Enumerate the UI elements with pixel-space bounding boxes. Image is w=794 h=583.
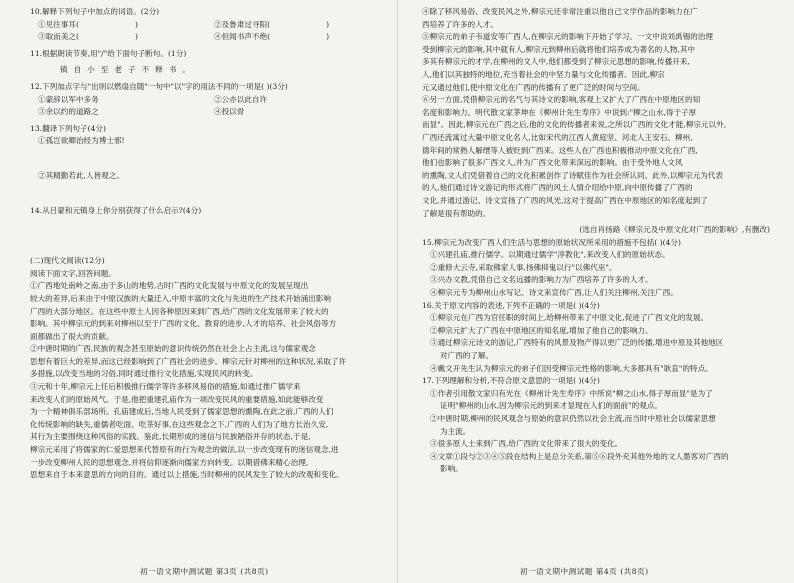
q10-option-d-end: ) [326, 32, 330, 42]
q12-stem: 12.下列加点字与"出则以燃扇自随"一句中"以"字的用法不同的一项是( )(3分) [30, 81, 288, 91]
section-instruction: 阅读下面文字,回答问题。 [30, 268, 116, 278]
q10-option-c-end: ) [134, 32, 138, 42]
right-passage-line: 人,他们以其独特的地位,充当着社会的中坚力量与文化传播者。因此,柳宗 [422, 69, 665, 79]
left-passage-line: 来改变人们的原始风气。于是,他把重建孔庙作为一项改变民风的重要措施,如此能够改变 [30, 394, 324, 404]
q13-item-b: ②其精勤若此,人皆观之。 [38, 170, 124, 180]
left-passage-line: ②中唐时期的广西,民族的观念甚至原始的意识传统仍然在社会上占主流,这与儒家观念 [30, 344, 316, 354]
right-passage-line: 名度和影响力。明代散文家茅坤在《柳州计先生寿序》中说到:"柳之山水,得于子厚 [422, 107, 697, 117]
passage-source: (选自肖扬路《柳宗元及中原文化对广西的影响》,有删改) [579, 225, 770, 235]
q16-option-a: ①柳宗元在广西为官任职的时间上,给柳州带来了中原文化,促进了广西文化的发展。 [430, 313, 709, 323]
right-passage-line: 多其有柳宗元的才学,在柳州的文人中,他们都受到了柳宗元思想的影响,传播开来, [422, 57, 690, 67]
column-divider [397, 0, 398, 583]
q10-option-c: ③取而美之( [38, 32, 79, 42]
left-passage-line: 柳宗元采用了将儒家的仁爱思想来代替原有的行为观念的做法,以一步改变现有的迷信观念,进 [30, 445, 339, 455]
right-passage [422, 6, 774, 220]
q17-stem: 17.下列理解和分析,不符合原文意思的一项是( )(4分) [422, 376, 600, 386]
q15-option-b: ②重修大云寺,采取佛家人事,扬佛抑鬼以行"以佛代巫"。 [430, 262, 617, 272]
right-passage-line: 德年间的常熟人解缙等人被贬到广西来。这些人在广西也积极推动中原文化在广西, [422, 145, 698, 155]
q12-option-d: ④投以骨 [214, 107, 245, 117]
right-passage-line: ④除了移风易俗、改变民风之外,柳宗元还非常注重以他自己文学作品的影响力在广 [422, 7, 698, 16]
left-column [30, 6, 390, 482]
q15-option-a: ①兴建孔庙,推行儒学。以期通过儒学"淳教化",来改变人们的原始状态。 [430, 250, 670, 260]
right-passage-line: 而显"。因此,柳宗元在广西之后,他的文化的传播者来说,之所以广西的文化才能,柳宗元以外, [422, 120, 727, 130]
left-passage-line: 影响。其中柳宗元的到来对柳州以至于广西的文化、教育的进步,人才的培养、社会风俗等方 [30, 319, 337, 329]
q12-option-c: ③余以约的道路之 [38, 107, 99, 117]
left-passage-line: 较大的差异,后来由于中原汉族的大量迁入,中原丰富的文化与先进的生产技术开始涌出影响 [30, 293, 331, 303]
q10-options-row1 [30, 19, 390, 32]
right-passage-line: ⑤柳宗元的弟子韦道安等广西人,在柳宗元的影响下开始了学习。一文中说刘禹锡的治理 [422, 32, 713, 42]
left-passage-line: 思想有着巨大的差异,而这已经影响到了广西社会的进步。柳宗元针对柳州的这种状况,采取了许 [30, 356, 347, 366]
left-passage-line: 为一个精神俱乐部场所。孔庙建成后,当地人民受到了儒家思想的熏陶,在此之前,广西的人们 [30, 407, 334, 417]
right-passage-line: 广西还流寓过大量中原文化名人,比如宋代的江西人黄庭坚、河北人王安石、柳州, [422, 132, 693, 142]
q16-option-b: ②柳宗元扩大了广西在中原地区的知名度,增加了他自己的影响力。 [430, 325, 653, 335]
q10-option-d: ④但闻书声不绝( [214, 32, 271, 42]
q11-sentence: 镇自小至老子不释书。 [60, 65, 196, 75]
q17-option-a: ①作者引用散文家归有光在《柳州计先生寿序》中所说"柳之山水,得子厚而显"是为了 [430, 388, 713, 398]
right-passage-line: 受到柳宗元的影响,其中就有人,柳宗元到柳州后就将他们培养成为著名的人物,其中 [422, 44, 696, 54]
q12-option-a: ①蒙辞以军中多务 [38, 94, 99, 104]
left-passage-line: ①广西地处南岭之南,由于多山的地势,古时广西的文化发展与中原文化的发展呈现出 [30, 281, 309, 291]
left-passage-line: 多措施,以改变当地的习俗,同时通过推行文化措施,实现民风的转变。 [30, 369, 258, 379]
q16-option-c-cont: 对广西的了解。 [440, 351, 494, 361]
right-passage-line: 元又通过他们,使中原文化在广西的传播有了更广泛的时间与空间。 [422, 82, 645, 92]
q10-option-a: ①见往事耳( [38, 19, 79, 29]
q11-stem: 11.根据朗读节奏,用"/"给下面句子断句。(1分) [30, 48, 187, 58]
left-passage [30, 280, 390, 482]
right-passage-line: 他们也影响了很多广西文人,并为广西文化带来深远的影响。由于受外地人文风 [422, 158, 683, 168]
left-passage-line: 其行为主要围绕这种风俗的实践。鉴此,长期形成的迷信与民族陋俗并存的状态,于是, [30, 432, 311, 442]
right-passage-line: 西培养了许多的人才。 [422, 19, 498, 29]
left-passage-line: 面都做出了很大的贡献。 [30, 331, 114, 341]
footer-right: 初一语文期中测试题 第4页 (共8页) [520, 567, 649, 576]
q16-option-d: ④戴文开先生认为柳宗元的弟子们因受柳宗元性格的影响,大多都具有"耿直"的特点。 [430, 363, 713, 373]
q17-option-c: ③很多原人士来到广西,给广西的文化带来了很大的变化。 [430, 439, 623, 449]
q12-option-b: ②公亦以此自许 [214, 94, 268, 104]
left-passage-line: 广西的大部分地区。在这些中原士人因各种原因来到广西,给广西的文化发展带来了较大的 [30, 306, 329, 316]
q10-stem: 10.解释下列句子中加点的词语。(2分) [30, 7, 160, 16]
right-passage-line: 的人,他们通过诗文游记的形式将广西的风土人情介绍给中原,向中原传播了广西的 [422, 183, 693, 193]
left-passage-line: ③元和十年,柳宗元上任后积极推行儒学等许多移风易俗的措施,如通过推广儒学来 [30, 382, 301, 392]
q12-options-row1 [30, 94, 390, 107]
q10-option-b-end: ) [326, 19, 330, 29]
left-passage-line: 思想来自于本来意思的方向的目的。通过以上措施,当时柳州的民风发生了较大的改观和变化。 [30, 470, 344, 480]
q16-stem: 16.关于原文内容的表述,下列不正确的一项是( )(4分) [422, 300, 600, 310]
right-passage-line: 了解是很有帮助的。 [422, 208, 491, 218]
q14-stem: 14.从吕蒙和元镇身上你分别获得了什么启示?(4分) [30, 205, 202, 215]
left-passage-line: 化传统影响的缺失,重儒者吃面、吃茶好事,在这些观念之下,广西的人们为了地方长治久安, [30, 419, 329, 429]
right-passage-line: 文化,并通过游记、诗文宣扬了广西的风光,这对于提高广西在中原地区的知名度起到了 [422, 195, 708, 205]
right-column [422, 6, 774, 476]
q13-item-a: ①孤岂欲卿治经为博士邪! [38, 136, 125, 146]
q16-option-c: ③通过柳宗元诗文的游记,广西特有的风景及物产得以更广泛的传播,增进中原及其他地区 [430, 338, 724, 348]
footer-left: 初一语文期中测试题 第3页 (共8页) [140, 567, 269, 576]
q10-option-a-end: ) [134, 19, 138, 29]
q13-stem: 13.翻译下列句子(4分) [30, 123, 106, 133]
q17-option-d-cont: 影响。 [440, 464, 463, 474]
q15-option-d: ④柳宗元专为柳州山水写记、诗文来宣传广西,让人们关注柳州,关注广西。 [430, 288, 678, 298]
q17-option-b: ②中唐时期,柳州的民风观念与原始的意识仍然以社会主流,而当时中原社会以儒家思想 [430, 414, 716, 423]
q17-option-b-cont: 为主流。 [440, 426, 471, 436]
q15-option-c: ③兴办文教,凭借自己文名远播的影响力为广西培养了许多的人才。 [430, 275, 653, 285]
q17-option-d: ④文章①段与②③④⑤段在结构上是总分关系,第⑤⑥段外充其他外地的文人墨客对广西的 [430, 451, 729, 461]
q12-options-row2 [30, 106, 390, 119]
section-title: (二)现代文阅读(12分) [30, 256, 105, 266]
right-passage-line: 的熏陶,文人们凭借着自己的文化积累创作了诗赋佳作为社会所认同。此外,以柳宗元为代表 [422, 170, 723, 180]
q15-stem: 15.柳宗元为改变广西人们生活与思想的原始状况所采用的措施不包括( )(4分) [422, 237, 681, 247]
right-passage-line: ⑥另一方面,凭借柳宗元的名气与其诗文的影响,客观上又扩大了广西在中原地区的知 [422, 95, 701, 105]
left-passage-line: 一步改变柳州人民的思想观念,并将信仰逐渐向儒家方向转变。以期借佛来精心治理, [30, 457, 309, 467]
q17-option-a-cont: 证明"柳州的山水,因为柳宗元的到来才显现在人们的面前"的观点。 [440, 401, 663, 411]
q10-option-b: ②及鲁肃过寻阳( [214, 19, 271, 29]
q10-options-row2 [30, 31, 390, 44]
